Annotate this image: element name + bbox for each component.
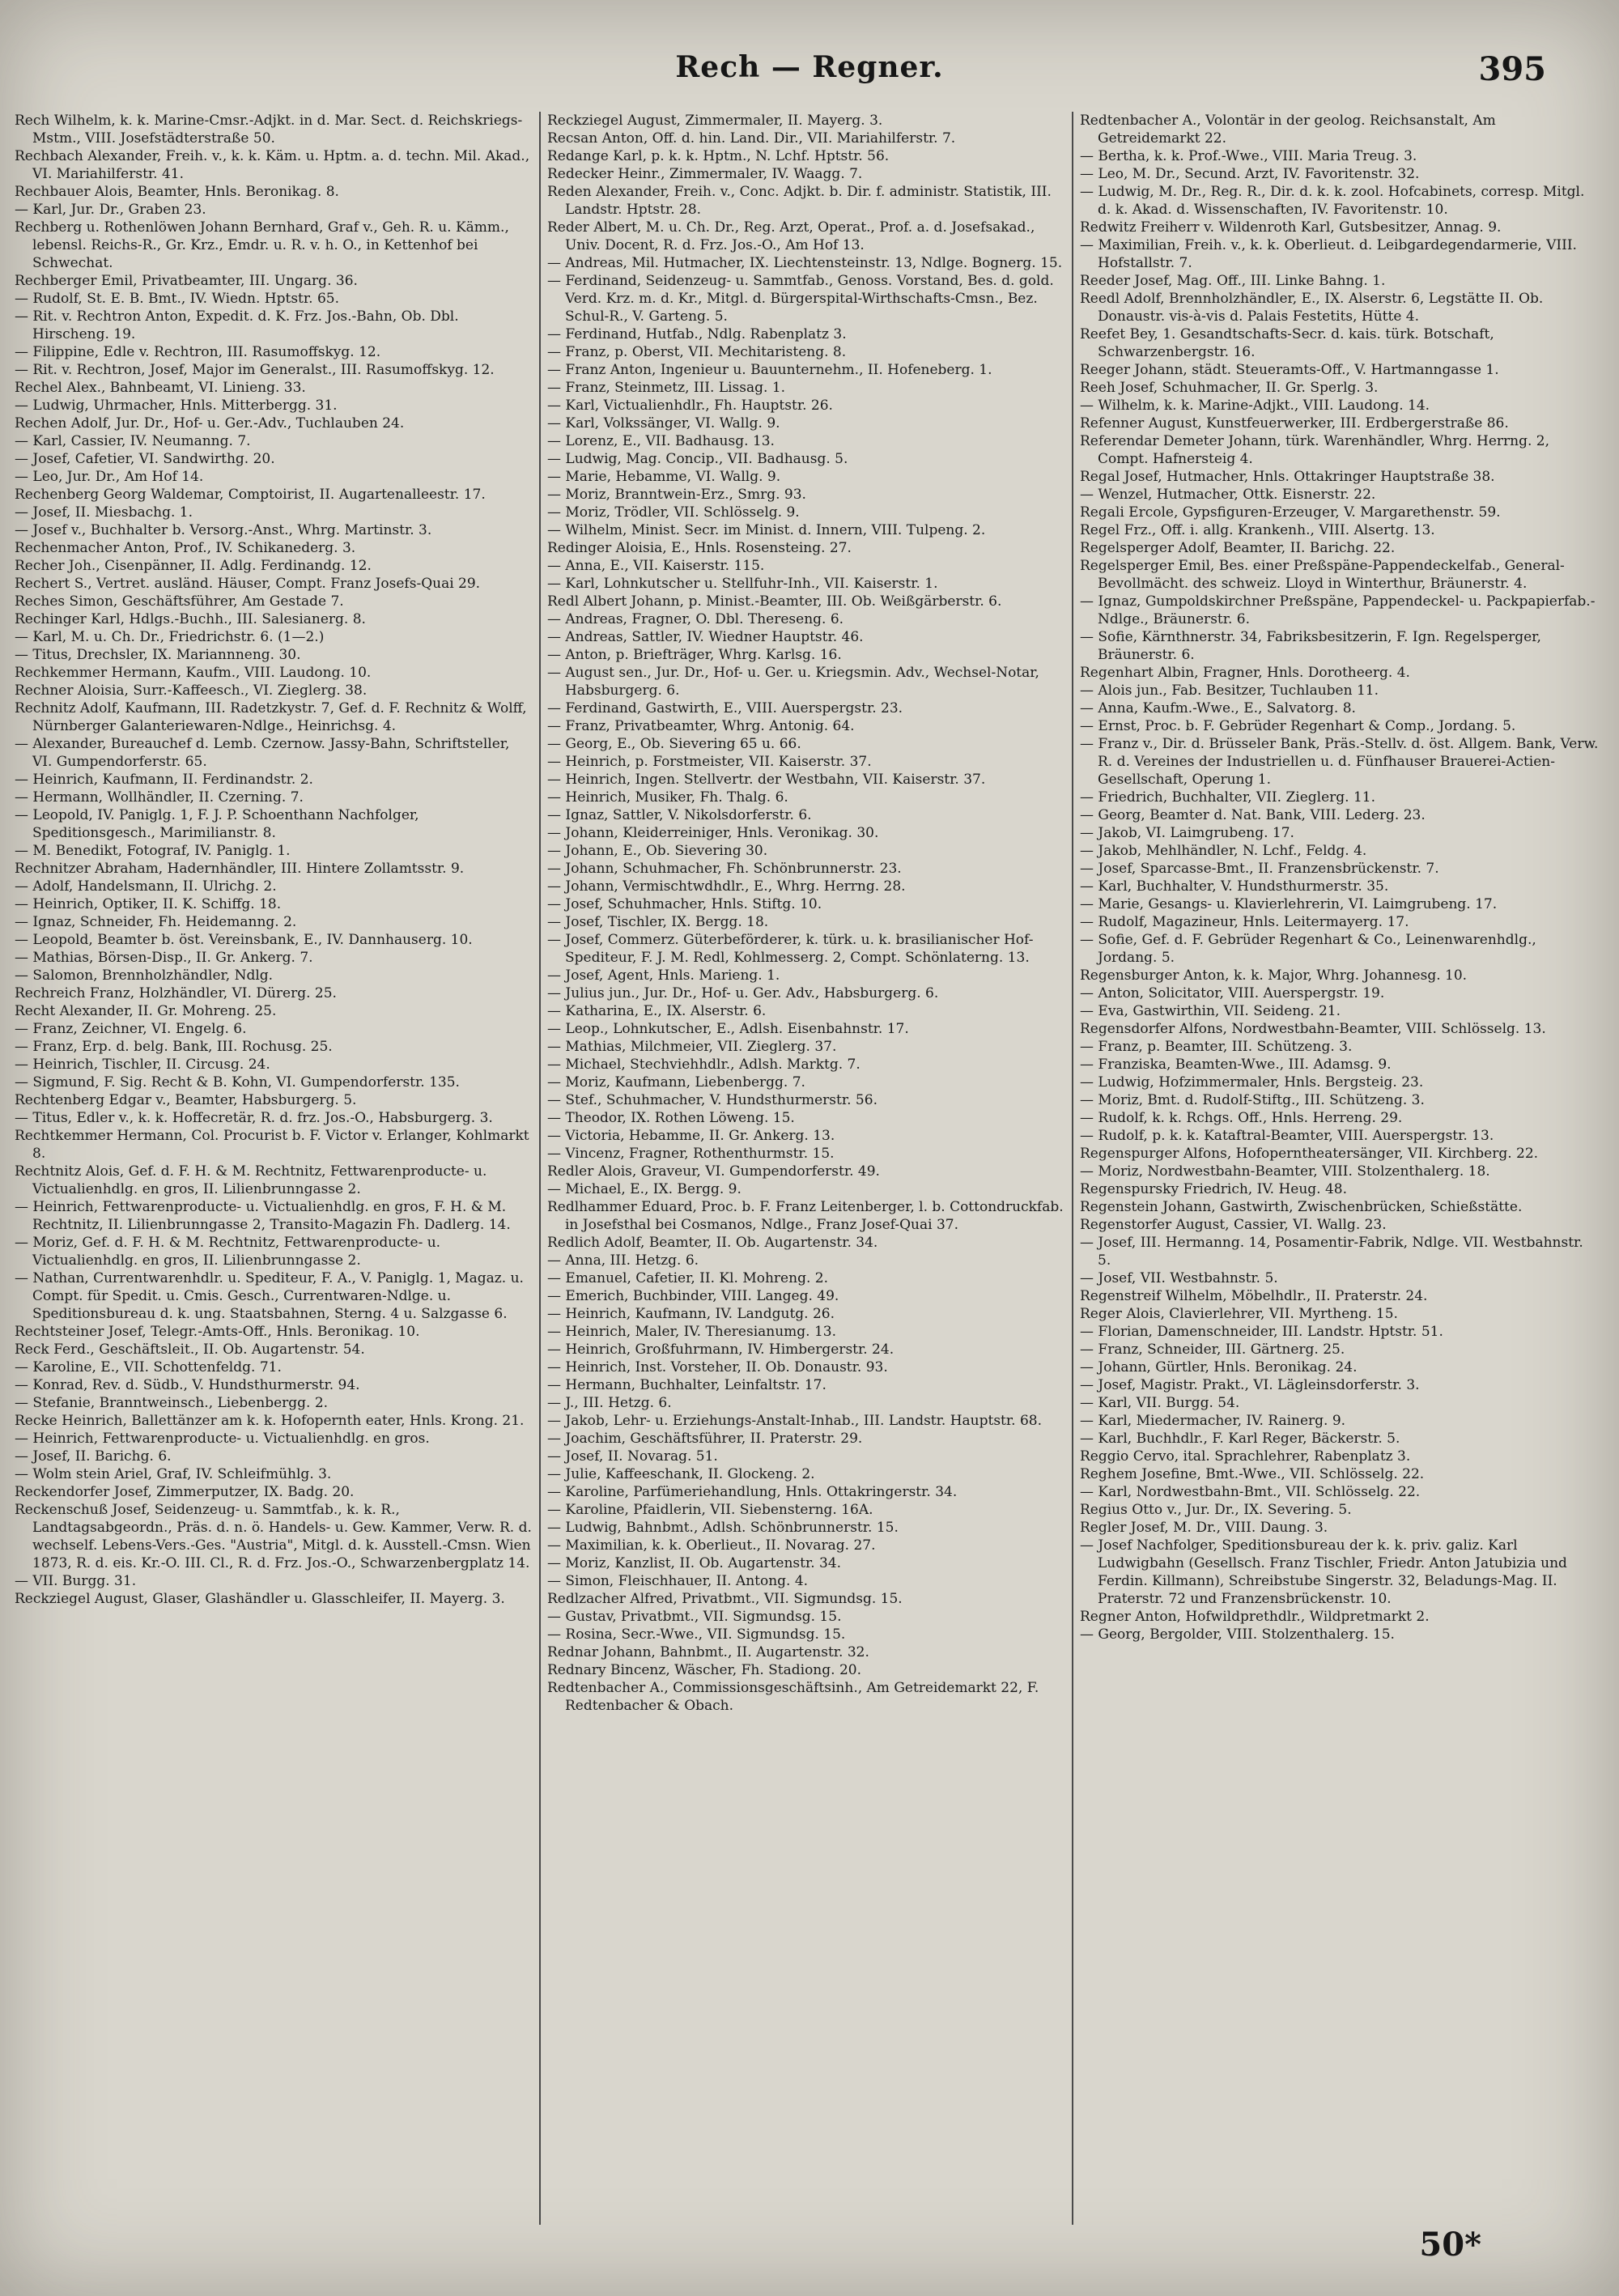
directory-entry: — Ignaz, Sattler, V. Nikolsdorferstr. 6.	[547, 807, 812, 823]
directory-entry: — Franz, p. Beamter, III. Schützeng. 3.	[1080, 1039, 1353, 1055]
directory-entry: Recsan Anton, Off. d. hin. Land. Dir., VII. Mariahilferstr. 7.	[547, 130, 956, 147]
directory-entry: Rechtenberg Edgar v., Beamter, Habsburgerg. 5.	[15, 1092, 357, 1108]
directory-entry: — Moriz, Bmt. d. Rudolf-Stiftg., III. Schützeng. 3.	[1080, 1092, 1425, 1108]
directory-entry: Reckziegel August, Glaser, Glashändler u. Glasschleifer, II. Mayerg. 3.	[15, 1591, 505, 1607]
directory-entry: Regelsperger Adolf, Beamter, II. Barichg. 22.	[1080, 540, 1396, 556]
directory-entry: — Heinrich, Großfuhrmann, IV. Himbergerstr. 24.	[547, 1341, 894, 1358]
directory-entry: — Karl, Nordwestbahn-Bmt., VII. Schlösselg. 22.	[1080, 1484, 1421, 1500]
directory-entry: — Josef v., Buchhalter b. Versorg.-Anst., Whrg. Martinstr. 3.	[15, 522, 432, 538]
directory-entry: — Rosina, Secr.-Wwe., VII. Sigmundsg. 15.	[547, 1626, 846, 1643]
directory-entry: Reck Ferd., Geschäftsleit., II. Ob. Augartenstr. 54.	[15, 1341, 365, 1358]
directory-entry: — Sofie, Kärnthnerstr. 34, Fabriksbesitzerin, F. Ign. Regelsperger, Bräunerstr. 6.	[1080, 629, 1541, 663]
directory-entry: — Alois jun., Fab. Besitzer, Tuchlauben 11.	[1080, 682, 1379, 699]
directory-entry: — Eva, Gastwirthin, VII. Seideng. 21.	[1080, 1003, 1341, 1019]
directory-entry: — Rudolf, St. E. B. Bmt., IV. Wiedn. Hptstr. 65.	[15, 291, 339, 307]
directory-entry: — Adolf, Handelsmann, II. Ulrichg. 2.	[15, 878, 277, 895]
directory-entry: — Ferdinand, Seidenzeug- u. Sammtfab., Genoss. Vorstand, Bes. d. gold. Verd. Krz. m. d. Kr., Mitgl. d. Bürgerspital-Wirthschafts-Cmsn., Bez. Schul-R., V. Garteng. 5.	[547, 273, 1054, 325]
directory-entry: — Josef, II. Novarag. 51.	[547, 1448, 718, 1465]
directory-entry: Regius Otto v., Jur. Dr., IX. Severing. 5.	[1080, 1502, 1352, 1518]
directory-entry: — Karl, Jur. Dr., Graben 23.	[15, 202, 206, 218]
directory-entry: — Johann, Kleiderreiniger, Hnls. Veronikag. 30.	[547, 825, 879, 841]
directory-entry: — Franz v., Dir. d. Brüsseler Bank, Präs.-Stellv. d. öst. Allgem. Bank, Verw. R. d. Vereines der Industriellen u. d. Fünfhauser Brauerei-Actien-Gesellschaft, Operung 1.	[1080, 736, 1599, 788]
directory-entry: Recher Joh., Cisenpänner, II. Adlg. Ferdinandg. 12.	[15, 558, 372, 574]
directory-entry: — Rudolf, k. k. Rchgs. Off., Hnls. Herreng. 29.	[1080, 1110, 1403, 1126]
directory-entry: — Josef, Schuhmacher, Hnls. Stiftg. 10.	[547, 896, 822, 912]
directory-entry: Reckendorfer Josef, Zimmerputzer, IX. Badg. 20.	[15, 1484, 355, 1500]
directory-entry: — Franziska, Beamten-Wwe., III. Adamsg. 9.	[1080, 1057, 1392, 1073]
directory-entry: — Sofie, Gef. d. F. Gebrüder Regenhart & Co., Leinenwarenhdlg., Jordang. 5.	[1080, 932, 1536, 966]
directory-entry: — Titus, Drechsler, IX. Mariannneng. 30.	[15, 647, 301, 663]
directory-entry: — Moriz, Kanzlist, II. Ob. Augartenstr. 34.	[547, 1555, 842, 1571]
directory-entry: — Simon, Fleischhauer, II. Antong. 4.	[547, 1573, 809, 1589]
directory-entry: Rechberger Emil, Privatbeamter, III. Ungarg. 36.	[15, 273, 358, 289]
directory-entry: Rechtkemmer Hermann, Col. Procurist b. F. Victor v. Erlanger, Kohlmarkt 8.	[15, 1128, 529, 1162]
directory-entry: — Rudolf, p. k. k. Kataftral-Beamter, VIII. Auerspergstr. 13.	[1080, 1128, 1494, 1144]
directory-entry: — Ludwig, Mag. Concip., VII. Badhausg. 5.	[547, 451, 848, 467]
directory-entry: Rednary Bincenz, Wäscher, Fh. Stadiong. 20.	[547, 1662, 861, 1678]
directory-entry: Refenner August, Kunstfeuerwerker, III. Erdbergerstraße 86.	[1080, 415, 1509, 432]
directory-entry: Redlich Adolf, Beamter, II. Ob. Augartenstr. 34.	[547, 1235, 878, 1251]
directory-entry: — Leo, Jur. Dr., Am Hof 14.	[15, 469, 204, 485]
directory-entry: — Heinrich, Inst. Vorsteher, II. Ob. Donaustr. 93.	[547, 1359, 888, 1375]
columns	[8, 112, 1607, 2225]
directory-entry: — Georg, Beamter d. Nat. Bank, VIII. Lederg. 23.	[1080, 807, 1426, 823]
directory-entry: Referendar Demeter Johann, türk. Warenhändler, Whrg. Herrng. 2, Compt. Hafnersteig 4.	[1080, 433, 1550, 467]
directory-entry: — Wilhelm, Minist. Secr. im Minist. d. Innern, VIII. Tulpeng. 2.	[547, 522, 986, 538]
directory-entry: — Josef, II. Barichg. 6.	[15, 1448, 172, 1465]
directory-entry: — Julius jun., Jur. Dr., Hof- u. Ger. Adv., Habsburgerg. 6.	[547, 985, 939, 1001]
directory-entry: Reches Simon, Geschäftsführer, Am Gestade 7.	[15, 593, 344, 610]
directory-entry: — Karl, VII. Burgg. 54.	[1080, 1395, 1240, 1411]
directory-entry: — Alexander, Bureauchef d. Lemb. Czernow. Jassy-Bahn, Schriftsteller, VI. Gumpendorferstr. 65.	[15, 736, 510, 770]
directory-entry: Regel Frz., Off. i. allg. Krankenh., VIII. Alsertg. 13.	[1080, 522, 1435, 538]
directory-entry: — Stefanie, Branntweinsch., Liebenbergg. 2.	[15, 1395, 329, 1411]
directory-entry: — August sen., Jur. Dr., Hof- u. Ger. u. Kriegsmin. Adv., Wechsel-Notar, Habsburgerg. 6.	[547, 665, 1039, 699]
directory-entry: — Karl, M. u. Ch. Dr., Friedrichstr. 6. (1—2.)	[15, 629, 325, 645]
directory-entry: — Karl, Miedermacher, IV. Rainerg. 9.	[1080, 1413, 1346, 1429]
directory-entry: — Jakob, Lehr- u. Erziehungs-Anstalt-Inhab., III. Landstr. Hauptstr. 68.	[547, 1413, 1042, 1429]
directory-entry: Rechkemmer Hermann, Kaufm., VIII. Laudong. 10.	[15, 665, 372, 681]
directory-entry: — Rudolf, Magazineur, Hnls. Leitermayerg. 17.	[1080, 914, 1409, 930]
directory-entry: — Anna, III. Hetzg. 6.	[547, 1252, 699, 1269]
directory-entry: — Ferdinand, Hutfab., Ndlg. Rabenplatz 3.	[547, 326, 847, 342]
directory-entry: — Wolm stein Ariel, Graf, IV. Schleifmühlg. 3.	[15, 1466, 332, 1482]
directory-entry: Redl Albert Johann, p. Minist.-Beamter, III. Ob. Weißgärberstr. 6.	[547, 593, 1002, 610]
directory-entry: — Josef, VII. Westbahnstr. 5.	[1080, 1270, 1278, 1286]
directory-entry: Rechnitz Adolf, Kaufmann, III. Radetzkystr. 7, Gef. d. F. Rechnitz & Wolff, Nürnberger Galanteriewaren-Ndlge., Heinrichsg. 4.	[15, 700, 527, 734]
directory-entry: — Moriz, Kaufmann, Liebenbergg. 7.	[547, 1074, 805, 1091]
directory-entry: — Franz, Erp. d. belg. Bank, III. Rochusg. 25.	[15, 1039, 333, 1055]
directory-entry: — Franz Anton, Ingenieur u. Bauunternehm., II. Hofeneberg. 1.	[547, 362, 992, 378]
directory-entry: — Filippine, Edle v. Rechtron, III. Rasumoffskyg. 12.	[15, 344, 381, 360]
directory-entry: Reger Alois, Clavierlehrer, VII. Myrtheng. 15.	[1080, 1306, 1398, 1322]
directory-entry: — Karoline, Pfaidlerin, VII. Siebensterng. 16A.	[547, 1502, 873, 1518]
directory-entry: Regenspursky Friedrich, IV. Heug. 48.	[1080, 1181, 1347, 1197]
directory-entry: Regenstreif Wilhelm, Möbelhdlr., II. Praterstr. 24.	[1080, 1288, 1428, 1304]
directory-entry: — Ludwig, Uhrmacher, Hnls. Mitterbergg. 31.	[15, 398, 338, 414]
directory-entry: — Josef, Tischler, IX. Bergg. 18.	[547, 914, 769, 930]
directory-entry: — Heinrich, Tischler, II. Circusg. 24.	[15, 1057, 270, 1073]
directory-entry: Rechenberg Georg Waldemar, Comptoirist, II. Augartenalleestr. 17.	[15, 487, 486, 503]
directory-entry: — Vincenz, Fragner, Rothenthurmstr. 15.	[547, 1146, 835, 1162]
directory-entry: Regenstein Johann, Gastwirth, Zwischenbrücken, Schießstätte.	[1080, 1199, 1523, 1215]
directory-entry: — Andreas, Mil. Hutmacher, IX. Liechtensteinstr. 13, Ndlge. Bognerg. 15.	[547, 255, 1063, 271]
directory-entry: — Salomon, Brennholzhändler, Ndlg.	[15, 967, 274, 984]
directory-entry: — Michael, Stechviehhdlr., Adlsh. Marktg. 7.	[547, 1057, 860, 1073]
directory-entry: — Marie, Hebamme, VI. Wallg. 9.	[547, 469, 781, 485]
directory-entry: — Karl, Buchhdlr., F. Karl Reger, Bäckerstr. 5.	[1080, 1431, 1400, 1447]
directory-entry: — Moriz, Branntwein-Erz., Smrg. 93.	[547, 487, 806, 503]
directory-entry: — Julie, Kaffeeschank, II. Glockeng. 2.	[547, 1466, 815, 1482]
directory-entry: — Marie, Gesangs- u. Klavierlehrerin, VI. Laimgrubeng. 17.	[1080, 896, 1498, 912]
directory-entry: — Franz, Steinmetz, III. Lissag. 1.	[547, 380, 786, 396]
directory-entry: — Ludwig, Bahnbmt., Adlsh. Schönbrunnerstr. 15.	[547, 1520, 899, 1536]
directory-entry: — Georg, Bergolder, VIII. Stolzenthalerg. 15.	[1080, 1626, 1395, 1643]
directory-entry: Redler Alois, Graveur, VI. Gumpendorferstr. 49.	[547, 1163, 880, 1180]
directory-entry: Rechinger Karl, Hdlgs.-Buchh., III. Salesianerg. 8.	[15, 611, 366, 627]
directory-entry: — Heinrich, p. Forstmeister, VII. Kaiserstr. 37.	[547, 754, 872, 770]
column-1	[8, 112, 541, 2225]
directory-entry: — Maximilian, k. k. Oberlieut., II. Novarag. 27.	[547, 1537, 876, 1554]
directory-entry: — Emanuel, Cafetier, II. Kl. Mohreng. 2.	[547, 1270, 828, 1286]
directory-entry: — Anton, Solicitator, VIII. Auerspergstr. 19.	[1080, 985, 1385, 1001]
directory-entry: Reeh Josef, Schuhmacher, II. Gr. Sperlg. 3.	[1080, 380, 1379, 396]
directory-entry: Reeder Josef, Mag. Off., III. Linke Bahng. 1.	[1080, 273, 1386, 289]
directory-entry: — Ernst, Proc. b. F. Gebrüder Regenhart & Comp., Jordang. 5.	[1080, 718, 1516, 734]
directory-entry: Redtenbacher A., Commissionsgeschäftsinh., Am Getreidemarkt 22, F. Redtenbacher & Obach.	[547, 1680, 1039, 1714]
directory-entry: — Mathias, Börsen-Disp., II. Gr. Ankerg. 7.	[15, 950, 313, 966]
directory-entry: — Bertha, k. k. Prof.-Wwe., VIII. Maria Treug. 3.	[1080, 148, 1417, 164]
directory-entry: Redecker Heinr., Zimmermaler, IV. Waagg. 7.	[547, 166, 863, 182]
directory-entry: Regal Josef, Hutmacher, Hnls. Ottakringer Hauptstraße 38.	[1080, 469, 1495, 485]
directory-entry: Reedl Adolf, Brennholzhändler, E., IX. Alserstr. 6, Legstätte II. Ob. Donaustr. vis-à-vis d. Palais Festetits, Hütte 4.	[1080, 291, 1544, 325]
directory-entry: Reeger Johann, städt. Steueramts-Off., V. Hartmanngasse 1.	[1080, 362, 1499, 378]
directory-entry: — Josef, Sparcasse-Bmt., II. Franzensbrückenstr. 7.	[1080, 861, 1439, 877]
column-3	[1073, 112, 1606, 2225]
directory-entry: — Johann, Gürtler, Hnls. Beronikag. 24.	[1080, 1359, 1358, 1375]
directory-entry: — Franz, Zeichner, VI. Engelg. 6.	[15, 1021, 247, 1037]
directory-entry: Rechert S., Vertret. ausländ. Häuser, Compt. Franz Josefs-Quai 29.	[15, 576, 481, 592]
directory-entry: — Rit. v. Rechtron, Josef, Major im Generalst., III. Rasumoffskyg. 12.	[15, 362, 495, 378]
directory-entry: — Josef, Agent, Hnls. Marieng. 1.	[547, 967, 780, 984]
directory-entry: — Johann, E., Ob. Sievering 30.	[547, 843, 768, 859]
directory-entry: Rechreich Franz, Holzhändler, VI. Dürerg. 25.	[15, 985, 337, 1001]
directory-entry: — Leop., Lohnkutscher, E., Adlsh. Eisenbahnstr. 17.	[547, 1021, 909, 1037]
directory-entry: — Anna, E., VII. Kaiserstr. 115.	[547, 558, 765, 574]
directory-entry: — Josef, Commerz. Güterbeförderer, k. türk. u. k. brasilianischer Hof-Spediteur, F. J. M. Redl, Kohlmesserg. 2, Compt. Schönlaterng. 13.	[547, 932, 1034, 966]
directory-entry: — Josef, II. Miesbachg. 1.	[15, 504, 193, 521]
directory-entry: — Franz, p. Oberst, VII. Mechitaristeng. 8.	[547, 344, 847, 360]
directory-entry: Reggio Cervo, ital. Sprachlehrer, Rabenplatz 3.	[1080, 1448, 1411, 1465]
directory-entry: Rechel Alex., Bahnbeamt, VI. Linieng. 33.	[15, 380, 306, 396]
directory-entry: — Joachim, Geschäftsführer, II. Praterstr. 29.	[547, 1431, 863, 1447]
directory-entry: — Gustav, Privatbmt., VII. Sigmundsg. 15.	[547, 1609, 842, 1625]
directory-entry: — Anna, Kaufm.-Wwe., E., Salvatorg. 8.	[1080, 700, 1356, 716]
directory-entry: — Georg, E., Ob. Sievering 65 u. 66.	[547, 736, 801, 752]
directory-entry: — Karl, Volkssänger, VI. Wallg. 9.	[547, 415, 780, 432]
directory-entry: — Heinrich, Fettwarenproducte- u. Victualienhdlg. en gros, F. H. & M. Rechtnitz, II. Lilienbrunngasse 2, Transito-Magazin Fh. Dadlerg. 14.	[15, 1199, 511, 1233]
directory-entry: Rech Wilhelm, k. k. Marine-Cmsr.-Adjkt. in d. Mar. Sect. d. Reichskriegs-Mstm., VIII. Josefstädterstraße 50.	[15, 113, 523, 147]
directory-entry: — Lorenz, E., VII. Badhausg. 13.	[547, 433, 775, 449]
directory-entry: Reden Alexander, Freih. v., Conc. Adjkt. b. Dir. f. administr. Statistik, III. Landstr. Hptstr. 28.	[547, 184, 1052, 218]
directory-entry: Regner Anton, Hofwildprethdlr., Wildpretmarkt 2.	[1080, 1609, 1430, 1625]
directory-entry: — Johann, Schuhmacher, Fh. Schönbrunnerstr. 23.	[547, 861, 902, 877]
directory-entry: — Konrad, Rev. d. Südb., V. Hundsthurmerstr. 94.	[15, 1377, 360, 1393]
directory-entry: — Karoline, E., VII. Schottenfeldg. 71.	[15, 1359, 282, 1375]
directory-entry: — Hermann, Wollhändler, II. Czerning. 7.	[15, 789, 304, 806]
directory-entry: — Ludwig, M. Dr., Reg. R., Dir. d. k. k. zool. Hofcabinets, corresp. Mitgl. d. k. Akad. d. Wissenschaften, IV. Favoritenstr. 10.	[1080, 184, 1585, 218]
directory-entry: — J., III. Hetzg. 6.	[547, 1395, 672, 1411]
directory-entry: Redwitz Freiherr v. Wildenroth Karl, Gutsbesitzer, Annag. 9.	[1080, 219, 1502, 236]
directory-entry: — Karoline, Parfümeriehandlung, Hnls. Ottakringerstr. 34.	[547, 1484, 958, 1500]
directory-entry: Regenspurger Alfons, Hofoperntheatersänger, VII. Kirchberg. 22.	[1080, 1146, 1539, 1162]
directory-entry: — Josef, Magistr. Prakt., VI. Lägleinsdorferstr. 3.	[1080, 1377, 1420, 1393]
directory-entry: — Franz, Schneider, III. Gärtnerg. 25.	[1080, 1341, 1345, 1358]
directory-entry: Regali Ercole, Gypsfiguren-Erzeuger, V. Margarethenstr. 59.	[1080, 504, 1501, 521]
running-head: Rech — Regner.	[675, 50, 944, 84]
directory-entry: — Moriz, Nordwestbahn-Beamter, VIII. Stolzenthalerg. 18.	[1080, 1163, 1490, 1180]
directory-entry: — Heinrich, Optiker, II. K. Schiffg. 18.	[15, 896, 282, 912]
page-number: 395	[1478, 50, 1546, 88]
directory-entry: — Wenzel, Hutmacher, Ottk. Eisnerstr. 22.	[1080, 487, 1376, 503]
directory-entry: Redinger Aloisia, E., Hnls. Rosensteing. 27.	[547, 540, 852, 556]
directory-entry: Reder Albert, M. u. Ch. Dr., Reg. Arzt, Operat., Prof. a. d. Josefsakad., Univ. Docent, R. d. Frz. Jos.-O., Am Hof 13.	[547, 219, 1035, 253]
directory-entry: — Karl, Victualienhdlr., Fh. Hauptstr. 26.	[547, 398, 833, 414]
directory-entry: Regensburger Anton, k. k. Major, Whrg. Johannesg. 10.	[1080, 967, 1468, 984]
directory-entry: — Leopold, Beamter b. öst. Vereinsbank, E., IV. Dannhauserg. 10.	[15, 932, 473, 948]
directory-entry: — Wilhelm, k. k. Marine-Adjkt., VIII. Laudong. 14.	[1080, 398, 1430, 414]
directory-entry: — Victoria, Hebamme, II. Gr. Ankerg. 13.	[547, 1128, 835, 1144]
directory-entry: — Nathan, Currentwarenhdlr. u. Spediteur, F. A., V. Paniglg. 1, Magaz. u. Compt. für Spedit. u. Cmis. Gesch., Currentwaren-Ndlge. u. Speditionsbureau d. k. ung. Staatsbahnen, Sterng. 4 u. Salzgasse 6.	[15, 1270, 524, 1322]
directory-entry: — Jakob, Mehlhändler, N. Lchf., Feldg. 4.	[1080, 843, 1367, 859]
directory-entry: — VII. Burgg. 31.	[15, 1573, 137, 1589]
directory-entry: Rechberg u. Rothenlöwen Johann Bernhard, Graf v., Geh. R. u. Kämm., lebensl. Reichs-R., Gr. Krz., Emdr. u. R. v. h. O., in Kettenhof bei Schwechat.	[15, 219, 509, 271]
column-2	[541, 112, 1073, 2225]
directory-entry: — Franz, Privatbeamter, Whrg. Antonig. 64.	[547, 718, 855, 734]
directory-entry: Rechner Aloisia, Surr.-Kaffeesch., VI. Zieglerg. 38.	[15, 682, 368, 699]
directory-entry: — Heinrich, Musiker, Fh. Thalg. 6.	[547, 789, 788, 806]
directory-entry: — Titus, Edler v., k. k. Hoffecretär, R. d. frz. Jos.-O., Habsburgerg. 3.	[15, 1110, 493, 1126]
directory-entry: Rechtsteiner Josef, Telegr.-Amts-Off., Hnls. Beronikag. 10.	[15, 1324, 420, 1340]
directory-entry: — M. Benedikt, Fotograf, IV. Paniglg. 1.	[15, 843, 291, 859]
directory-entry: — Emerich, Buchbinder, VIII. Langeg. 49.	[547, 1288, 839, 1304]
directory-entry: — Florian, Damenschneider, III. Landstr. Hptstr. 51.	[1080, 1324, 1443, 1340]
directory-entry: — Karl, Cassier, IV. Neumanng. 7.	[15, 433, 251, 449]
directory-entry: — Heinrich, Ingen. Stellvertr. der Westbahn, VII. Kaiserstr. 37.	[547, 772, 986, 788]
directory-entry: — Leopold, IV. Paniglg. 1, F. J. P. Schoenthann Nachfolger, Speditionsgesch., Marimilianstr. 8.	[15, 807, 419, 841]
directory-entry: Recke Heinrich, Ballettänzer am k. k. Hofopernth eater, Hnls. Krong. 21.	[15, 1413, 525, 1429]
directory-entry: — Moriz, Gef. d. F. H. & M. Rechtnitz, Fettwarenproducte- u. Victualienhdlg. en gros, II. Lilienbrunngasse 2.	[15, 1235, 441, 1269]
directory-entry: Reghem Josefine, Bmt.-Wwe., VII. Schlösselg. 22.	[1080, 1466, 1425, 1482]
directory-entry: Redtenbacher A., Volontär in der geolog. Reichsanstalt, Am Getreidemarkt 22.	[1080, 113, 1496, 147]
directory-entry: — Stef., Schuhmacher, V. Hundsthurmerstr. 56.	[547, 1092, 877, 1108]
directory-entry: — Katharina, E., IX. Alserstr. 6.	[547, 1003, 767, 1019]
directory-entry: — Mathias, Milchmeier, VII. Zieglerg. 37.	[547, 1039, 837, 1055]
directory-entry: — Heinrich, Maler, IV. Theresianumg. 13.	[547, 1324, 837, 1340]
directory-entry: — Sigmund, F. Sig. Recht & B. Kohn, VI. Gumpendorferstr. 135.	[15, 1074, 460, 1091]
directory-entry: — Josef, Cafetier, VI. Sandwirthg. 20.	[15, 451, 275, 467]
directory-entry: Rechtnitz Alois, Gef. d. F. H. & M. Rechtnitz, Fettwarenproducte- u. Victualienhdlg. en gros, II. Lilienbrunngasse 2.	[15, 1163, 487, 1197]
directory-entry: — Friedrich, Buchhalter, VII. Zieglerg. 11.	[1080, 789, 1375, 806]
directory-entry: Rechbauer Alois, Beamter, Hnls. Beronikag. 8.	[15, 184, 339, 200]
directory-entry: Rechnitzer Abraham, Hadernhändler, III. Hintere Zollamtsstr. 9.	[15, 861, 465, 877]
directory-entry: — Karl, Buchhalter, V. Hundsthurmerstr. 35.	[1080, 878, 1389, 895]
directory-entry: — Ludwig, Hofzimmermaler, Hnls. Bergsteig. 23.	[1080, 1074, 1424, 1091]
directory-entry: Reefet Bey, 1. Gesandtschafts-Secr. d. kais. türk. Botschaft, Schwarzenbergstr. 16.	[1080, 326, 1494, 360]
directory-entry: Regenstorfer August, Cassier, VI. Wallg. 23.	[1080, 1217, 1387, 1233]
directory-entry: — Theodor, IX. Rothen Löweng. 15.	[547, 1110, 795, 1126]
directory-entry: — Heinrich, Kaufmann, II. Ferdinandstr. 2.	[15, 772, 313, 788]
directory-entry: Recht Alexander, II. Gr. Mohreng. 25.	[15, 1003, 277, 1019]
directory-entry: Reckziegel August, Zimmermaler, II. Mayerg. 3.	[547, 113, 883, 129]
directory-entry: Rechenmacher Anton, Prof., IV. Schikanederg. 3.	[15, 540, 356, 556]
directory-entry: — Andreas, Sattler, IV. Wiedner Hauptstr. 46.	[547, 629, 864, 645]
directory-entry: Redlzacher Alfred, Privatbmt., VII. Sigmundsg. 15.	[547, 1591, 903, 1607]
directory-entry: — Anton, p. Briefträger, Whrg. Karlsg. 16.	[547, 647, 842, 663]
directory-entry: — Ferdinand, Gastwirth, E., VIII. Auerspergstr. 23.	[547, 700, 903, 716]
directory-entry: — Josef Nachfolger, Speditionsbureau der k. k. priv. galiz. Karl Ludwigbahn (Gesellsch. Franz Tischler, Friedr. Anton Jatubizia und Ferdin. Killmann), Schreibstube Singerstr. 32, Beladungs-Mag. II. Praterstr. 72 und Franzensbrückenstr. 10.	[1080, 1537, 1567, 1607]
page-header	[0, 50, 1619, 99]
directory-entry: — Ignaz, Gumpoldskirchner Preßspäne, Pappendeckel- u. Packpapierfab.-Ndlge., Bräunerstr. 6.	[1080, 593, 1596, 627]
directory-entry: — Leo, M. Dr., Secund. Arzt, IV. Favoritenstr. 32.	[1080, 166, 1420, 182]
directory-entry: Rechbach Alexander, Freih. v., k. k. Käm. u. Hptm. a. d. techn. Mil. Akad., VI. Mariahilferstr. 41.	[15, 148, 530, 182]
directory-entry: — Heinrich, Fettwarenproducte- u. Victualienhdlg. en gros.	[15, 1431, 430, 1447]
directory-entry: — Moriz, Trödler, VII. Schlösselg. 9.	[547, 504, 800, 521]
directory-entry: Rechen Adolf, Jur. Dr., Hof- u. Ger.-Adv., Tuchlauben 24.	[15, 415, 405, 432]
directory-entry: Rednar Johann, Bahnbmt., II. Augartenstr. 32.	[547, 1644, 869, 1660]
directory-entry: — Johann, Vermischtwdhdlr., E., Whrg. Herrng. 28.	[547, 878, 906, 895]
directory-entry: — Hermann, Buchhalter, Leinfaltstr. 17.	[547, 1377, 826, 1393]
directory-entry: — Ignaz, Schneider, Fh. Heidemanng. 2.	[15, 914, 297, 930]
directory-entry: — Heinrich, Kaufmann, IV. Landgutg. 26.	[547, 1306, 835, 1322]
directory-entry: — Rit. v. Rechtron Anton, Expedit. d. K. Frz. Jos.-Bahn, Ob. Dbl. Hirscheng. 19.	[15, 308, 459, 342]
directory-entry: Redange Karl, p. k. k. Hptm., N. Lchf. Hptstr. 56.	[547, 148, 890, 164]
directory-entry: — Karl, Lohnkutscher u. Stellfuhr-Inh., VII. Kaiserstr. 1.	[547, 576, 938, 592]
directory-entry: Reckenschuß Josef, Seidenzeug- u. Sammtfab., k. k. R., Landtagsabgeordn., Präs. d. n. ö. Handels- u. Gew. Kammer, Verw. R. d. wechself. Lebens-Vers.-Ges. "Austria", Mitgl. d. k. Ausstell.-Cmsn. Wien 1873, R. d. eis. Kr.-O. III. Cl., R. d. Frz. Jos.-O., Schwarzenbergplatz 14.	[15, 1502, 532, 1571]
directory-entry: Regensdorfer Alfons, Nordwestbahn-Beamter, VIII. Schlösselg. 13.	[1080, 1021, 1546, 1037]
directory-entry: — Josef, III. Hermanng. 14, Posamentir-Fabrik, Ndlge. VII. Westbahnstr. 5.	[1080, 1235, 1583, 1269]
directory-entry: — Jakob, VI. Laimgrubeng. 17.	[1080, 825, 1294, 841]
directory-entry: — Andreas, Fragner, O. Dbl. Thereseng. 6.	[547, 611, 844, 627]
directory-entry: Regler Josef, M. Dr., VIII. Daung. 3.	[1080, 1520, 1328, 1536]
directory-entry: Regelsperger Emil, Bes. einer Preßspäne-Pappendeckelfab., General-Bevollmächt. des schweiz. Lloyd in Winterthur, Bräunerstr. 4.	[1080, 558, 1565, 592]
signature-mark: 50*	[1419, 2226, 1481, 2264]
directory-entry: — Michael, E., IX. Bergg. 9.	[547, 1181, 742, 1197]
directory-entry: — Maximilian, Freih. v., k. k. Oberlieut. d. Leibgardegendarmerie, VIII. Hofstallstr. 7.	[1080, 237, 1577, 271]
directory-entry: Regenhart Albin, Fragner, Hnls. Dorotheerg. 4.	[1080, 665, 1410, 681]
directory-entry: Redlhammer Eduard, Proc. b. F. Franz Leitenberger, l. b. Cottondruckfab. in Josefsthal bei Cosmanos, Ndlge., Franz Josef-Quai 37.	[547, 1199, 1064, 1233]
